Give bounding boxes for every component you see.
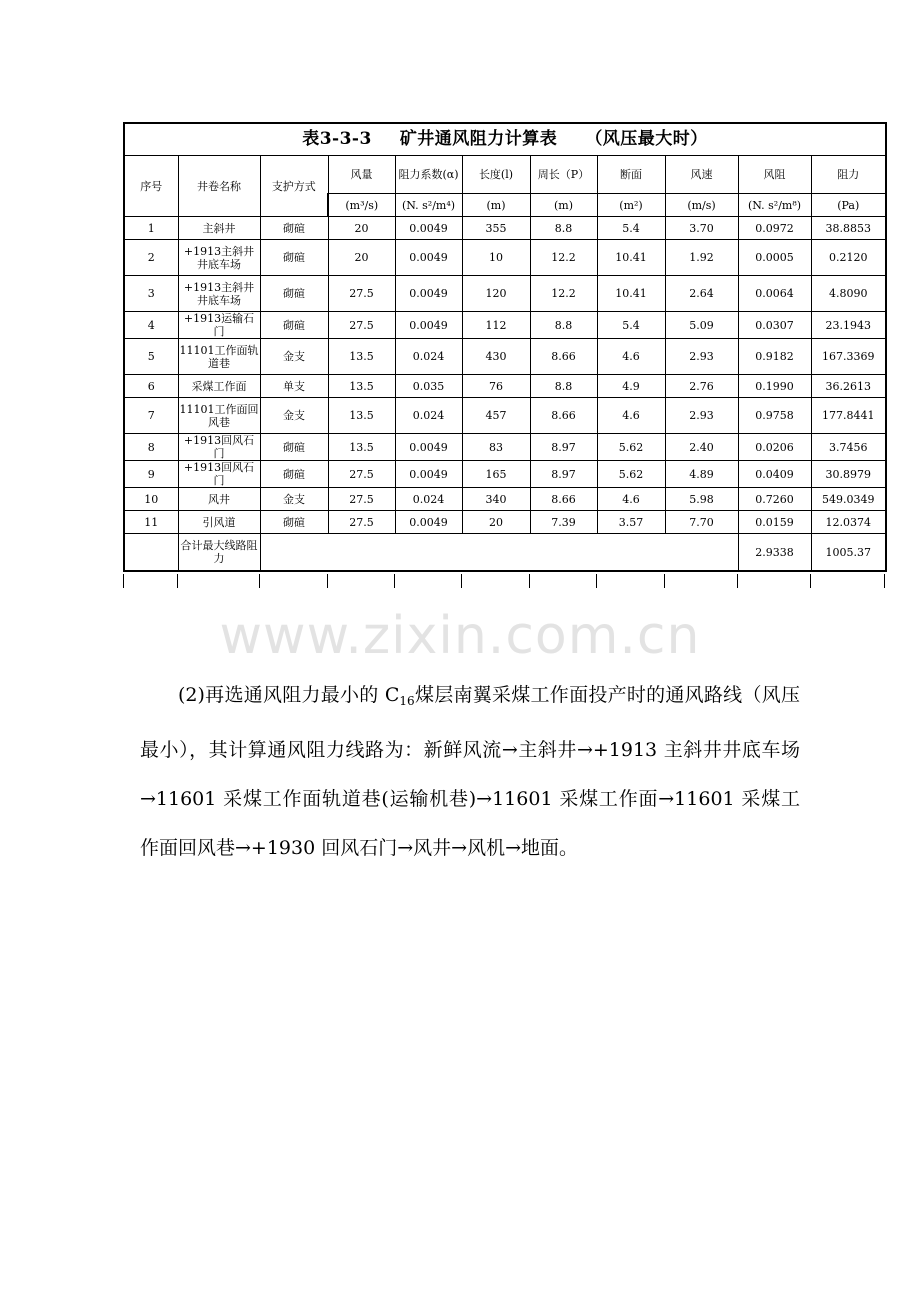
row-velocity: 7.70 xyxy=(665,511,738,534)
total-row xyxy=(124,534,886,572)
row-alpha: 0.0049 xyxy=(395,312,462,339)
row-no: 2 xyxy=(124,240,178,276)
total-resistance: 1005.37 xyxy=(811,534,886,572)
total-no-cell xyxy=(124,534,178,572)
row-no: 3 xyxy=(124,276,178,312)
row-resistance-coef: 0.0307 xyxy=(738,312,811,339)
row-resistance: 12.0374 xyxy=(811,511,886,534)
row-name: 主斜井 xyxy=(178,217,260,240)
row-airflow: 20 xyxy=(328,240,395,276)
unit-section: (m²) xyxy=(597,194,665,217)
row-resistance: 36.2613 xyxy=(811,375,886,398)
header-resistance: 阻力 xyxy=(811,156,886,194)
header-row xyxy=(124,156,886,194)
row-alpha: 0.035 xyxy=(395,375,462,398)
row-resistance: 23.1943 xyxy=(811,312,886,339)
unit-resistance-coef: (N. s²/m⁸) xyxy=(738,194,811,217)
row-velocity: 2.76 xyxy=(665,375,738,398)
row-airflow: 13.5 xyxy=(328,398,395,434)
row-support: 砌碹 xyxy=(260,461,328,488)
row-support: 金支 xyxy=(260,488,328,511)
row-name: 引风道 xyxy=(178,511,260,534)
row-name: 风井 xyxy=(178,488,260,511)
row-resistance-coef: 0.9758 xyxy=(738,398,811,434)
column-stub xyxy=(596,574,597,588)
row-name: 采煤工作面 xyxy=(178,375,260,398)
table-row xyxy=(124,240,886,276)
header-perimeter: 周长（P） xyxy=(530,156,597,194)
paragraph-part-1: (2)再选通风阻力最小的 C xyxy=(178,684,400,706)
row-support: 单支 xyxy=(260,375,328,398)
row-airflow: 13.5 xyxy=(328,339,395,375)
column-stub xyxy=(737,574,738,588)
row-velocity: 3.70 xyxy=(665,217,738,240)
unit-perimeter: (m) xyxy=(530,194,597,217)
row-section: 4.6 xyxy=(597,488,665,511)
column-stub xyxy=(123,574,124,588)
row-length: 120 xyxy=(462,276,530,312)
row-velocity: 2.40 xyxy=(665,434,738,461)
row-support: 金支 xyxy=(260,398,328,434)
table-title-text: 矿井通风阻力计算表 xyxy=(399,129,558,149)
header-support: 支护方式 xyxy=(260,156,328,217)
unit-velocity: (m/s) xyxy=(665,194,738,217)
row-name: 11101工作面轨道巷 xyxy=(178,339,260,375)
row-airflow: 27.5 xyxy=(328,461,395,488)
column-stub xyxy=(529,574,530,588)
row-section: 4.6 xyxy=(597,398,665,434)
table-row xyxy=(124,375,886,398)
table-row xyxy=(124,398,886,434)
row-length: 340 xyxy=(462,488,530,511)
row-resistance: 30.8979 xyxy=(811,461,886,488)
header-name: 井卷名称 xyxy=(178,156,260,217)
row-velocity: 2.93 xyxy=(665,339,738,375)
row-name: 11101工作面回风巷 xyxy=(178,398,260,434)
row-airflow: 27.5 xyxy=(328,511,395,534)
row-perimeter: 7.39 xyxy=(530,511,597,534)
header-resistance-coef: 风阻 xyxy=(738,156,811,194)
header-length: 长度(l) xyxy=(462,156,530,194)
column-stub xyxy=(884,574,885,588)
row-velocity: 1.92 xyxy=(665,240,738,276)
row-resistance: 167.3369 xyxy=(811,339,886,375)
unit-airflow: (m³/s) xyxy=(328,194,395,217)
paragraph-subscript: 16 xyxy=(399,694,415,708)
row-airflow: 27.5 xyxy=(328,312,395,339)
unit-alpha: (N. s²/m⁴) xyxy=(395,194,462,217)
header-velocity: 风速 xyxy=(665,156,738,194)
row-no: 7 xyxy=(124,398,178,434)
row-alpha: 0.024 xyxy=(395,339,462,375)
row-support: 砌碹 xyxy=(260,434,328,461)
unit-resistance: (Pa) xyxy=(811,194,886,217)
table-title-number: 表3-3-3 xyxy=(302,129,372,149)
row-perimeter: 8.8 xyxy=(530,217,597,240)
row-name: +1913主斜井井底车场 xyxy=(178,276,260,312)
row-no: 5 xyxy=(124,339,178,375)
row-length: 112 xyxy=(462,312,530,339)
row-resistance: 3.7456 xyxy=(811,434,886,461)
unit-length: (m) xyxy=(462,194,530,217)
row-resistance-coef: 0.1990 xyxy=(738,375,811,398)
watermark: www.zixin.com.cn xyxy=(219,606,701,666)
row-perimeter: 8.66 xyxy=(530,488,597,511)
row-airflow: 27.5 xyxy=(328,488,395,511)
row-velocity: 2.93 xyxy=(665,398,738,434)
row-alpha: 0.0049 xyxy=(395,276,462,312)
row-no: 8 xyxy=(124,434,178,461)
row-resistance-coef: 0.0005 xyxy=(738,240,811,276)
column-stub xyxy=(461,574,462,588)
row-resistance-coef: 0.0972 xyxy=(738,217,811,240)
row-alpha: 0.0049 xyxy=(395,511,462,534)
column-stub xyxy=(810,574,811,588)
column-stub xyxy=(327,574,328,588)
row-length: 165 xyxy=(462,461,530,488)
row-no: 11 xyxy=(124,511,178,534)
row-resistance: 549.0349 xyxy=(811,488,886,511)
row-velocity: 5.98 xyxy=(665,488,738,511)
table-row xyxy=(124,312,886,339)
row-resistance-coef: 0.0409 xyxy=(738,461,811,488)
row-resistance-coef: 0.0064 xyxy=(738,276,811,312)
table-row xyxy=(124,488,886,511)
row-no: 10 xyxy=(124,488,178,511)
row-section: 10.41 xyxy=(597,276,665,312)
row-velocity: 5.09 xyxy=(665,312,738,339)
column-stub xyxy=(664,574,665,588)
row-length: 76 xyxy=(462,375,530,398)
table-title-condition: （风压最大时） xyxy=(585,129,708,149)
paragraph-part-2: 煤层南翼采煤工作面投产时的通风路线（风压最小），其计算通风阻力线路为：新鲜风流→主斜井→+1913 主斜井井底车场→11601 采煤工作面轨道巷(运输机巷)→11601 采煤工作面→11601 采煤工作面回风巷→+1930 回风石门→风井→风机→地面。 xyxy=(140,684,800,859)
table-row xyxy=(124,461,886,488)
row-name: +1913运输石门 xyxy=(178,312,260,339)
table-row xyxy=(124,339,886,375)
row-length: 83 xyxy=(462,434,530,461)
row-alpha: 0.0049 xyxy=(395,240,462,276)
row-section: 5.4 xyxy=(597,312,665,339)
row-support: 砌碹 xyxy=(260,217,328,240)
column-stub xyxy=(177,574,178,588)
row-no: 9 xyxy=(124,461,178,488)
row-airflow: 20 xyxy=(328,217,395,240)
table-row xyxy=(124,217,886,240)
table-row xyxy=(124,511,886,534)
row-length: 355 xyxy=(462,217,530,240)
row-perimeter: 8.66 xyxy=(530,398,597,434)
row-no: 4 xyxy=(124,312,178,339)
column-stub xyxy=(394,574,395,588)
row-support: 砌碹 xyxy=(260,312,328,339)
header-alpha: 阻力系数(α) xyxy=(395,156,462,194)
row-perimeter: 8.66 xyxy=(530,339,597,375)
row-support: 砌碹 xyxy=(260,240,328,276)
row-support: 砌碹 xyxy=(260,511,328,534)
ventilation-resistance-table xyxy=(123,122,887,572)
row-perimeter: 8.97 xyxy=(530,461,597,488)
row-perimeter: 12.2 xyxy=(530,240,597,276)
row-alpha: 0.024 xyxy=(395,398,462,434)
row-section: 5.4 xyxy=(597,217,665,240)
row-resistance: 177.8441 xyxy=(811,398,886,434)
row-length: 10 xyxy=(462,240,530,276)
total-label: 合计最大线路阻力 xyxy=(178,534,260,572)
row-resistance-coef: 0.9182 xyxy=(738,339,811,375)
header-section: 断面 xyxy=(597,156,665,194)
row-velocity: 2.64 xyxy=(665,276,738,312)
row-resistance-coef: 0.0206 xyxy=(738,434,811,461)
row-resistance-coef: 0.7260 xyxy=(738,488,811,511)
row-alpha: 0.024 xyxy=(395,488,462,511)
row-name: +1913回风石门 xyxy=(178,461,260,488)
row-section: 5.62 xyxy=(597,461,665,488)
row-alpha: 0.0049 xyxy=(395,217,462,240)
row-section: 10.41 xyxy=(597,240,665,276)
table-row xyxy=(124,276,886,312)
header-airflow: 风量 xyxy=(328,156,395,194)
header-no: 序号 xyxy=(124,156,178,217)
row-no: 1 xyxy=(124,217,178,240)
total-empty-cell xyxy=(260,534,738,572)
row-name: +1913回风石门 xyxy=(178,434,260,461)
row-alpha: 0.0049 xyxy=(395,461,462,488)
row-airflow: 13.5 xyxy=(328,434,395,461)
row-resistance: 0.2120 xyxy=(811,240,886,276)
row-resistance: 38.8853 xyxy=(811,217,886,240)
table-column-stubs xyxy=(123,574,885,588)
table-row xyxy=(124,434,886,461)
row-section: 4.6 xyxy=(597,339,665,375)
row-perimeter: 8.8 xyxy=(530,375,597,398)
row-resistance: 4.8090 xyxy=(811,276,886,312)
row-velocity: 4.89 xyxy=(665,461,738,488)
row-perimeter: 8.97 xyxy=(530,434,597,461)
row-airflow: 27.5 xyxy=(328,276,395,312)
row-airflow: 13.5 xyxy=(328,375,395,398)
row-name: +1913主斜井井底车场 xyxy=(178,240,260,276)
table-title xyxy=(124,123,886,156)
row-length: 20 xyxy=(462,511,530,534)
total-resistance-coef: 2.9338 xyxy=(738,534,811,572)
row-no: 6 xyxy=(124,375,178,398)
row-section: 3.57 xyxy=(597,511,665,534)
row-section: 4.9 xyxy=(597,375,665,398)
body-paragraph xyxy=(140,671,800,873)
row-length: 430 xyxy=(462,339,530,375)
row-support: 金支 xyxy=(260,339,328,375)
row-support: 砌碹 xyxy=(260,276,328,312)
row-section: 5.62 xyxy=(597,434,665,461)
row-perimeter: 12.2 xyxy=(530,276,597,312)
row-length: 457 xyxy=(462,398,530,434)
row-perimeter: 8.8 xyxy=(530,312,597,339)
row-alpha: 0.0049 xyxy=(395,434,462,461)
column-stub xyxy=(259,574,260,588)
row-resistance-coef: 0.0159 xyxy=(738,511,811,534)
